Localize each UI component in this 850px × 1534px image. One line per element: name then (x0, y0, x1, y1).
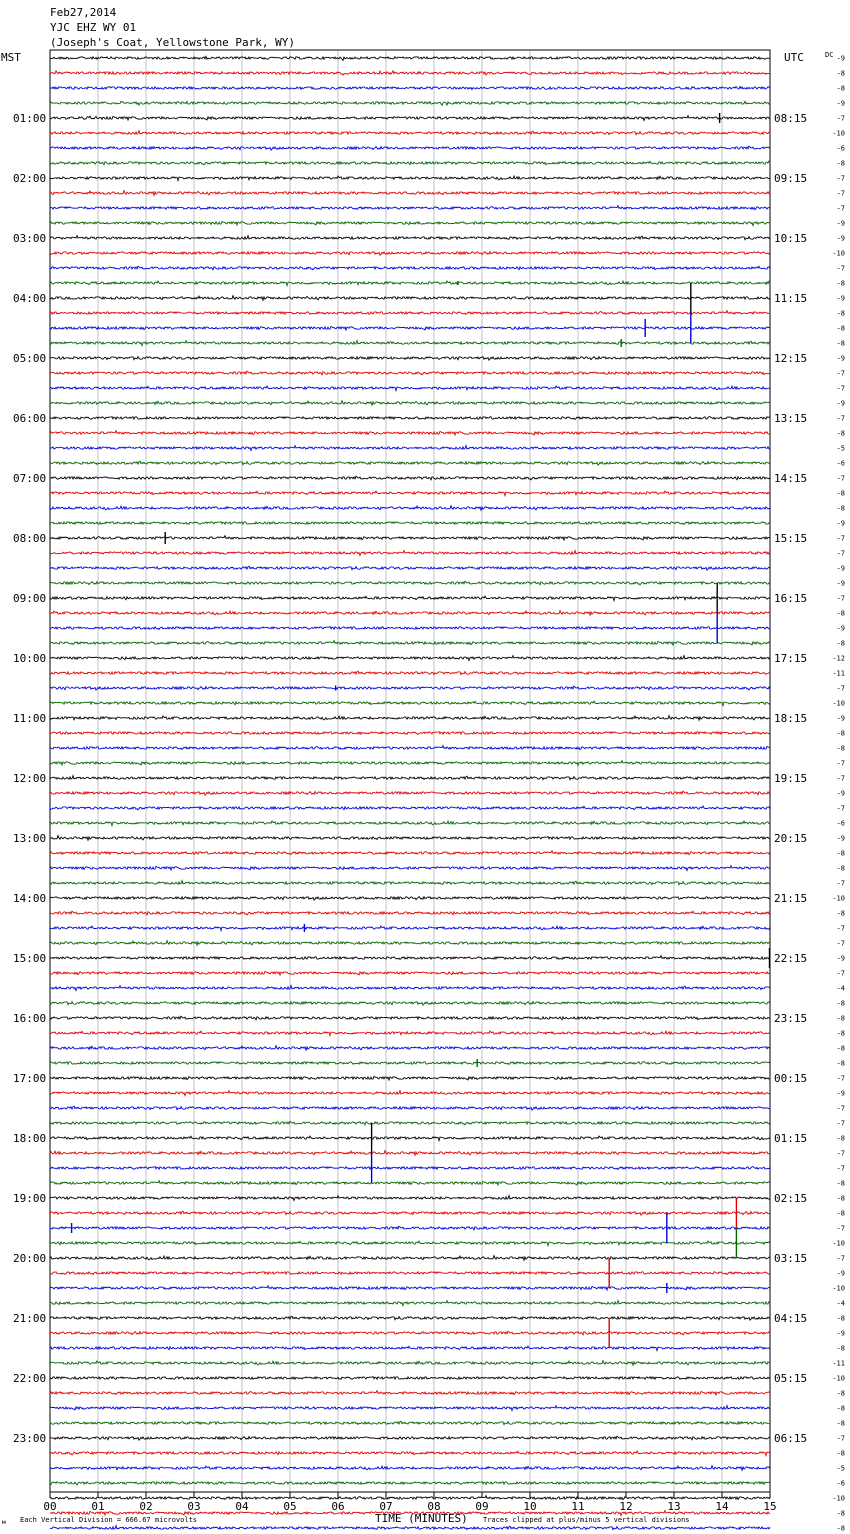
seismic-trace (50, 941, 770, 946)
dc-offset-label: -9 (836, 714, 845, 723)
seismic-trace (50, 296, 770, 301)
seismic-trace (50, 461, 770, 465)
seismic-trace (50, 1272, 770, 1275)
seismic-trace (50, 252, 770, 256)
seismic-trace (50, 116, 770, 121)
mst-hour-label: 04:00 (13, 292, 47, 305)
seismic-trace (50, 716, 770, 721)
seismic-trace (50, 866, 770, 871)
utc-hour-label: 12:15 (774, 352, 808, 365)
x-tick-label: 08 (427, 1500, 441, 1513)
x-tick-label: 04 (235, 1500, 249, 1513)
seismic-trace (50, 881, 770, 885)
dc-offset-label: -7 (836, 774, 845, 783)
mst-hour-label: 20:00 (13, 1252, 47, 1265)
dc-offset-label: -8 (836, 1044, 845, 1053)
seismic-trace (50, 161, 770, 165)
seismic-trace (50, 1121, 770, 1125)
utc-hour-label: 22:15 (774, 952, 808, 965)
dc-offset-label: -8 (836, 1194, 845, 1203)
dc-offset-label: -8 (836, 1524, 845, 1533)
seismic-trace (50, 1046, 770, 1051)
dc-offset-label: -10 (832, 249, 845, 258)
mst-hour-label: 19:00 (13, 1192, 47, 1205)
dc-offset-label: -7 (836, 474, 845, 483)
seismic-trace (50, 146, 770, 150)
utc-hour-label: 05:15 (774, 1372, 808, 1385)
seismic-trace (50, 357, 770, 361)
dc-offset-label: -8 (836, 1449, 845, 1458)
dc-offset-label: -7 (836, 1164, 845, 1173)
utc-hour-label: 14:15 (774, 472, 808, 485)
utc-hour-label: 03:15 (774, 1252, 808, 1265)
dc-offset-label: -8 (836, 744, 845, 753)
dc-offset-label: -9 (836, 954, 845, 963)
seismic-trace (50, 1211, 770, 1215)
mst-hour-label: 03:00 (13, 232, 47, 245)
seismic-trace (50, 1391, 770, 1395)
x-tick-label: 13 (667, 1500, 681, 1513)
dc-offset-label: -6 (836, 1479, 845, 1488)
mst-hour-label: 07:00 (13, 472, 47, 485)
seismic-trace (50, 491, 770, 496)
x-tick-label: 06 (331, 1500, 345, 1513)
seismic-trace (50, 1091, 770, 1096)
dc-offset-label: -5 (836, 444, 845, 453)
seismic-trace (50, 1526, 770, 1530)
utc-hour-label: 02:15 (774, 1192, 808, 1205)
dc-offset-label: -7 (836, 759, 845, 768)
utc-hour-label: 16:15 (774, 592, 808, 605)
seismic-trace (50, 1136, 770, 1141)
dc-offset-label: -9 (836, 1269, 845, 1278)
seismic-trace (50, 1377, 770, 1380)
mst-hour-label: 05:00 (13, 352, 47, 365)
seismic-trace (50, 551, 770, 556)
seismic-trace (50, 1421, 770, 1425)
dc-offset-label: -7 (836, 264, 845, 273)
dc-offset-label: -9 (836, 99, 845, 108)
dc-offset-label: -8 (836, 1314, 845, 1323)
dc-offset-label: -8 (836, 489, 845, 498)
seismic-trace (50, 371, 770, 375)
seismic-trace (50, 1181, 770, 1185)
mst-hour-label: 10:00 (13, 652, 47, 665)
seismic-trace (50, 776, 770, 780)
dc-offset-label: -8 (836, 339, 845, 348)
seismic-trace (50, 87, 770, 90)
seismic-trace (50, 746, 770, 750)
x-axis-title: TIME (MINUTES) (375, 1512, 468, 1525)
dc-offset-label: -7 (836, 684, 845, 693)
dc-offset-label: -9 (836, 789, 845, 798)
dc-offset-label: -10 (832, 894, 845, 903)
seismic-trace (50, 611, 770, 616)
mst-hour-label: 15:00 (13, 952, 47, 965)
seismic-trace (50, 926, 770, 931)
dc-offset-label: -8 (836, 849, 845, 858)
x-tick-labels (43, 1492, 776, 1513)
seismic-trace (50, 986, 770, 991)
seismic-trace (50, 206, 770, 210)
seismic-trace (50, 417, 770, 420)
mst-hour-label: 14:00 (13, 892, 47, 905)
utc-hour-label: 13:15 (774, 412, 808, 425)
dc-offset-label: -9 (836, 354, 845, 363)
mst-hour-label: 18:00 (13, 1132, 47, 1145)
dc-offset-label: -7 (836, 1224, 845, 1233)
seismic-trace (50, 341, 770, 346)
mst-hour-label: 21:00 (13, 1312, 47, 1325)
x-tick-label: 14 (715, 1500, 729, 1513)
dc-offset-label: -7 (836, 1254, 845, 1263)
seismic-trace (50, 671, 770, 675)
right-hour-labels (774, 112, 807, 1445)
utc-hour-label: 23:15 (774, 1012, 808, 1025)
seismic-trace (50, 627, 770, 630)
seismic-trace (50, 536, 770, 540)
seismic-trace (50, 851, 770, 855)
seismic-trace (50, 701, 770, 706)
dc-offset-label: -8 (836, 1404, 845, 1413)
seismic-trace (50, 956, 770, 960)
dc-offset-label: -9 (836, 1329, 845, 1338)
dc-offset-label: -7 (836, 549, 845, 558)
seismic-trace (50, 266, 770, 270)
dc-offset-label: -7 (836, 1074, 845, 1083)
seismic-trace (50, 761, 770, 766)
seismic-trace (50, 641, 770, 645)
x-tick-label: 09 (475, 1500, 489, 1513)
x-tick-label: 00 (43, 1500, 57, 1513)
seismic-trace (50, 386, 770, 391)
dc-offset-label: -8 (836, 609, 845, 618)
seismic-trace (50, 1196, 770, 1201)
seismic-trace (50, 1346, 770, 1351)
vertical-division-note: Each Vertical Division = 666.67 microvolts (20, 1516, 198, 1524)
seismic-trace (50, 326, 770, 330)
traces (50, 56, 770, 1534)
seismic-trace (50, 566, 770, 570)
x-tick-label: 10 (523, 1500, 537, 1513)
x-tick-label: 12 (619, 1500, 633, 1513)
mst-hour-label: 23:00 (13, 1432, 47, 1445)
utc-hour-label: 01:15 (774, 1132, 808, 1145)
dc-offset-label: -9 (836, 234, 845, 243)
dc-offset-label: -8 (836, 1344, 845, 1353)
dc-offset-label: -7 (836, 204, 845, 213)
seismic-trace (50, 581, 770, 585)
seismic-trace (50, 191, 770, 196)
dc-offset-label: -8 (836, 324, 845, 333)
dc-offset-label: -7 (836, 804, 845, 813)
mst-hour-label: 22:00 (13, 1372, 47, 1385)
dc-offset-label: -6 (836, 819, 845, 828)
dc-offset-label: -7 (836, 414, 845, 423)
mst-hour-label: 13:00 (13, 832, 47, 845)
dc-offset-label: -7 (836, 189, 845, 198)
dc-offset-label: -8 (836, 1059, 845, 1068)
seismic-trace (50, 1436, 770, 1440)
grid (98, 50, 722, 1492)
seismic-trace (50, 1286, 770, 1290)
utc-hour-label: 06:15 (774, 1432, 808, 1445)
seismic-trace (50, 971, 770, 975)
seismic-trace (50, 1451, 770, 1456)
x-tick-label: 11 (571, 1500, 585, 1513)
dc-offset-label: -8 (836, 1419, 845, 1428)
dc-offset-label: -9 (836, 399, 845, 408)
mst-hour-label: 09:00 (13, 592, 47, 605)
seismic-trace (50, 1031, 770, 1036)
dc-offset-label: -8 (836, 1509, 845, 1518)
seismic-trace (50, 1076, 770, 1080)
x-tick-label: 15 (763, 1500, 777, 1513)
utc-hour-label: 20:15 (774, 832, 808, 845)
dc-offset-label: -7 (836, 534, 845, 543)
seismic-trace (50, 1481, 770, 1485)
utc-hour-label: 21:15 (774, 892, 808, 905)
seismic-trace (50, 806, 770, 810)
seismic-trace (50, 56, 770, 60)
dc-offset-label: -7 (836, 1149, 845, 1158)
dc-offset-label: -7 (836, 924, 845, 933)
mst-hour-label: 17:00 (13, 1072, 47, 1085)
dc-offset-label: -8 (836, 729, 845, 738)
utc-hour-label: 18:15 (774, 712, 808, 725)
dc-offset-label: -8 (836, 69, 845, 78)
seismic-trace (50, 656, 770, 661)
seismic-trace (50, 1226, 770, 1230)
dc-offset-label: -7 (836, 879, 845, 888)
dc-offset-label: -7 (836, 939, 845, 948)
location-label: (Joseph's Coat, Yellowstone Park, WY) (50, 36, 296, 49)
dc-offset-label: -10 (832, 699, 845, 708)
utc-hour-label: 17:15 (774, 652, 808, 665)
dc-offset-label: -8 (836, 1389, 845, 1398)
mst-hour-label: 16:00 (13, 1012, 47, 1025)
seismic-trace (50, 1301, 770, 1306)
seismic-trace (50, 1151, 770, 1156)
plot-frame (50, 50, 770, 1492)
dc-offset-label: -7 (836, 114, 845, 123)
dc-offset-label: -10 (832, 1374, 845, 1383)
seismic-trace (50, 401, 770, 406)
seismic-trace (50, 176, 770, 181)
dc-offset-label: -10 (832, 1239, 845, 1248)
dc-offset-label: -8 (836, 909, 845, 918)
seismic-trace (50, 1002, 770, 1006)
dc-offset-label: -8 (836, 864, 845, 873)
mst-hour-label: 02:00 (13, 172, 47, 185)
dc-offset-label: -9 (836, 579, 845, 588)
seismic-trace (50, 522, 770, 525)
seismic-trace (50, 836, 770, 841)
dc-offset-labels (832, 55, 845, 1534)
left-axis-title: MST (1, 51, 21, 64)
seismic-trace (50, 71, 770, 75)
dc-offset-label: -8 (836, 159, 845, 168)
utc-hour-label: 09:15 (774, 172, 808, 185)
dc-offset-label: -8 (836, 84, 845, 93)
mst-hour-label: 01:00 (13, 112, 47, 125)
dc-offset-label: -6 (836, 144, 845, 153)
dc-offset-label: -8 (836, 309, 845, 318)
seismic-trace (50, 911, 770, 915)
utc-hour-label: 00:15 (774, 1072, 808, 1085)
clip-note: Traces clipped at plus/minus 5 vertical divisions (483, 1516, 690, 1524)
seismic-trace (50, 1241, 770, 1246)
seismic-trace (50, 1016, 770, 1020)
seismic-trace (50, 1466, 770, 1471)
dc-offset-label: -11 (832, 1359, 845, 1368)
date-label: Feb27,2014 (50, 6, 117, 19)
utc-hour-label: 10:15 (774, 232, 808, 245)
dc-offset-label: -8 (836, 504, 845, 513)
dc-offset-label: -7 (836, 969, 845, 978)
seismic-trace (50, 897, 770, 901)
dc-offset-label: -7 (836, 174, 845, 183)
station-label: YJC EHZ WY 01 (50, 21, 137, 34)
x-tick-label: 01 (91, 1500, 105, 1513)
right-axis-title: UTC (784, 51, 804, 64)
seismic-trace (50, 236, 770, 240)
dc-offset-label: -8 (836, 279, 845, 288)
dc-offset-label: -6 (836, 459, 845, 468)
utc-hour-label: 04:15 (774, 1312, 808, 1325)
utc-hour-label: 15:15 (774, 532, 808, 545)
dc-offset-label: -9 (836, 564, 845, 573)
dc-offset-label: -10 (832, 1494, 845, 1503)
dc-offset-label: -9 (836, 834, 845, 843)
dc-offset-label: -7 (836, 369, 845, 378)
seismic-trace (50, 1167, 770, 1170)
seismic-trace (50, 791, 770, 795)
dc-offset-label: -9 (836, 624, 845, 633)
seismic-trace (50, 1256, 770, 1261)
dc-offset-label: -4 (836, 984, 845, 993)
dc-offset-label: -9 (836, 219, 845, 228)
dc-offset-label: -7 (836, 594, 845, 603)
seismic-trace (50, 431, 770, 435)
mst-hour-label: 06:00 (13, 412, 47, 425)
corner-mark: м (2, 1519, 6, 1526)
dc-offset-label: -12 (832, 654, 845, 663)
seismic-trace (50, 1316, 770, 1320)
seismic-trace (50, 476, 770, 480)
seismic-trace (50, 1361, 770, 1366)
utc-hour-label: 11:15 (774, 292, 808, 305)
seismic-trace (50, 1061, 770, 1065)
seismic-trace (50, 1406, 770, 1411)
dc-offset-label: -8 (836, 1179, 845, 1188)
dc-offset-label: -8 (836, 999, 845, 1008)
mst-hour-label: 11:00 (13, 712, 47, 725)
x-tick-label: 07 (379, 1500, 393, 1513)
seismic-trace (50, 446, 770, 451)
x-tick-label: 05 (283, 1500, 297, 1513)
utc-hour-label: 19:15 (774, 772, 808, 785)
dc-offset-label: -9 (836, 54, 845, 63)
dc-offset-label: -7 (836, 1119, 845, 1128)
dc-offset-label: -11 (832, 669, 845, 678)
mst-hour-label: 08:00 (13, 532, 47, 545)
seismic-trace (50, 131, 770, 135)
dc-offset-label: -8 (836, 1134, 845, 1143)
dc-offset-label: -8 (836, 1209, 845, 1218)
x-tick-label: 02 (139, 1500, 153, 1513)
dc-offset-label: -5 (836, 1464, 845, 1473)
mst-hour-label: 12:00 (13, 772, 47, 785)
dc-offset-label: -10 (832, 129, 845, 138)
dc-offset-label: -7 (836, 384, 845, 393)
seismic-trace (50, 311, 770, 315)
dc-offset-label: -8 (836, 1014, 845, 1023)
dc-offset-label: -10 (832, 1284, 845, 1293)
dc-offset-label: -8 (836, 429, 845, 438)
dc-label: DC (825, 51, 834, 59)
seismic-trace (50, 1331, 770, 1335)
left-hour-labels (13, 112, 46, 1445)
seismic-trace (50, 221, 770, 225)
seismic-trace (50, 686, 770, 690)
dc-offset-label: -9 (836, 1089, 845, 1098)
x-tick-label: 03 (187, 1500, 201, 1513)
seismic-trace (50, 821, 770, 826)
dc-offset-label: -4 (836, 1299, 845, 1308)
seismic-trace (50, 596, 770, 601)
seismic-trace (50, 101, 770, 105)
seismic-trace (50, 1496, 770, 1500)
seismic-trace (50, 506, 770, 511)
dc-offset-label: -7 (836, 1104, 845, 1113)
dc-offset-label: -9 (836, 294, 845, 303)
seismic-trace (50, 732, 770, 735)
dc-offset-label: -9 (836, 519, 845, 528)
dc-offset-label: -7 (836, 1434, 845, 1443)
seismic-trace (50, 281, 770, 286)
dc-offset-label: -8 (836, 639, 845, 648)
utc-hour-label: 08:15 (774, 112, 808, 125)
dc-offset-label: -8 (836, 1029, 845, 1038)
seismic-trace (50, 1106, 770, 1110)
